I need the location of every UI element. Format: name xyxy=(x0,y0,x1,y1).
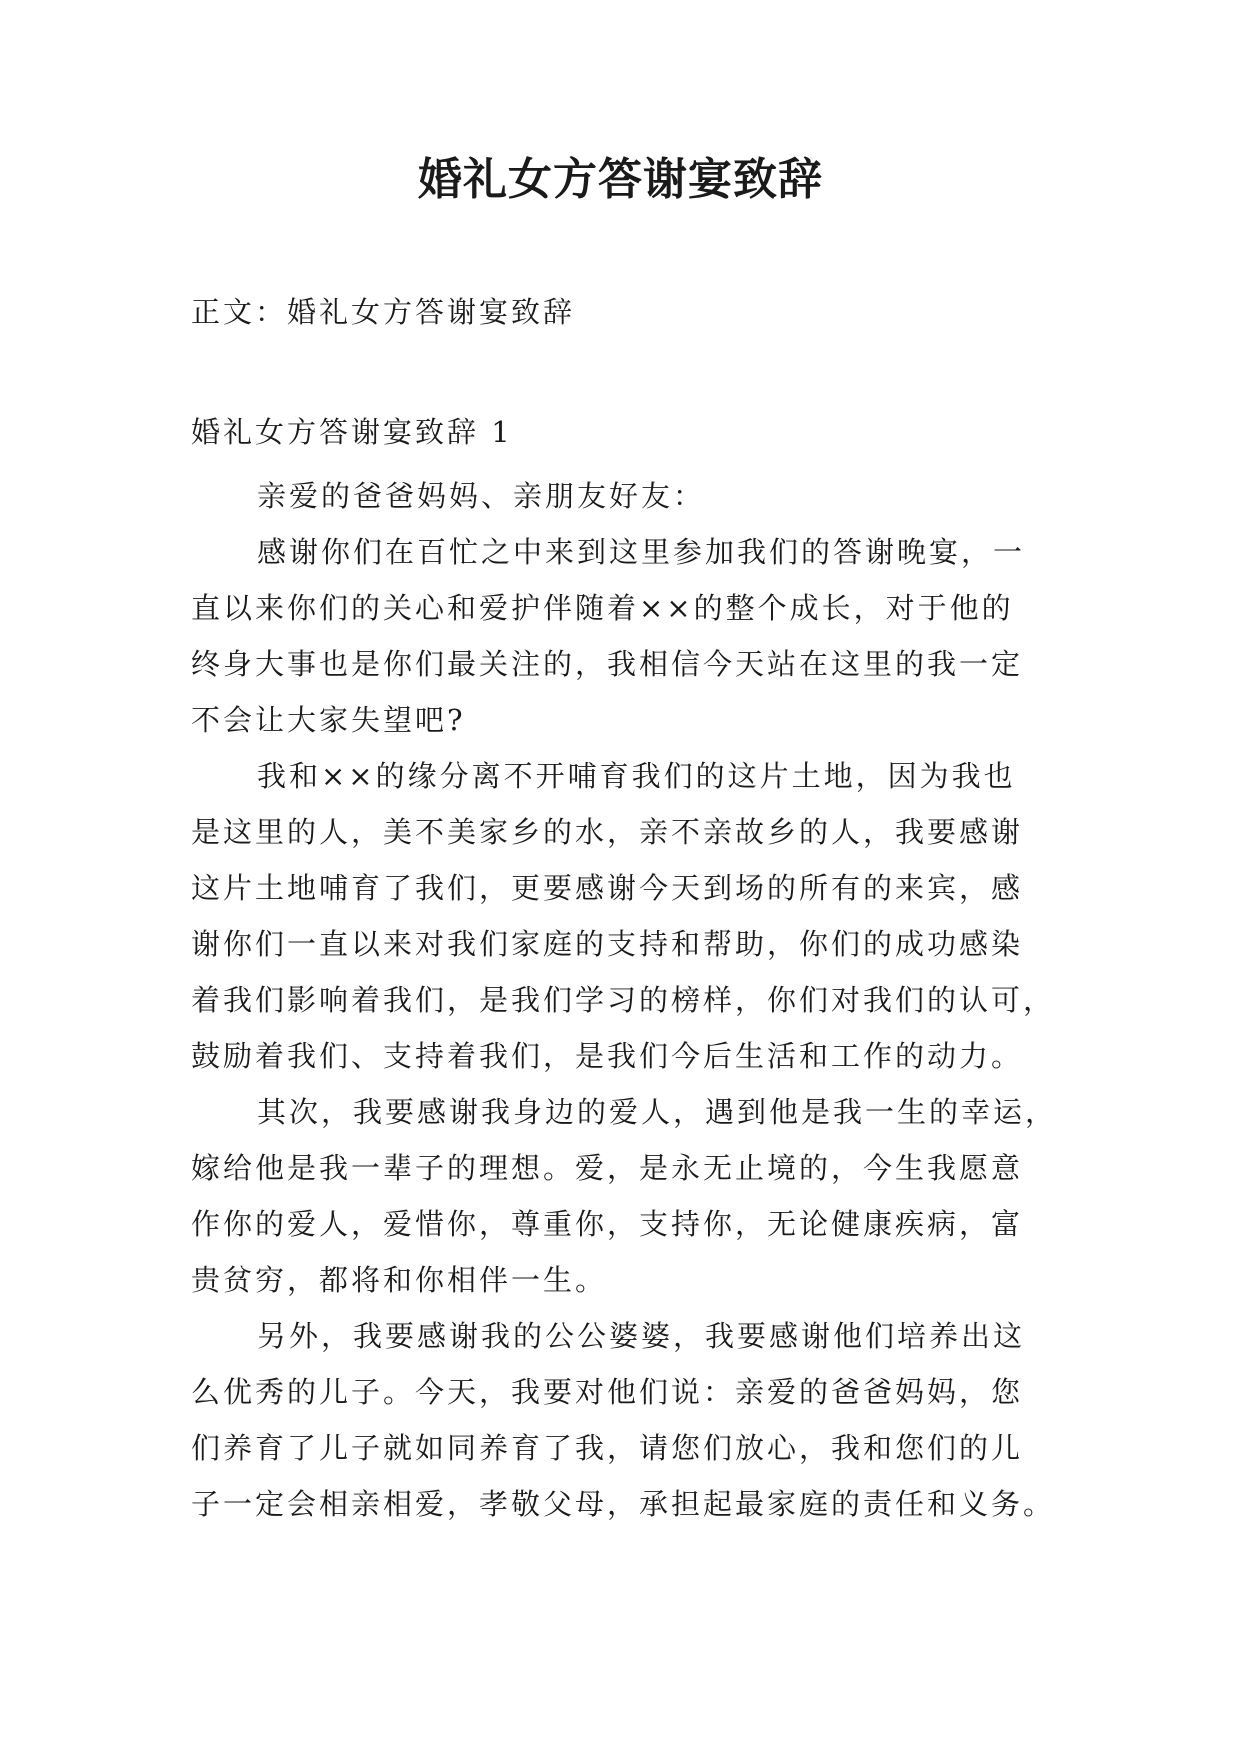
text-line: 另外，我要感谢我的公公婆婆，我要感谢他们培养出这 xyxy=(257,1319,1026,1353)
text-line: 直以来你们的关心和爱护伴随着××的整个成长，对于他的 xyxy=(191,591,1014,625)
text-line: 我和××的缘分离不开哺育我们的这片土地，因为我也 xyxy=(257,759,1016,793)
paragraph-thanks-guests xyxy=(191,524,1071,748)
paragraph-greeting xyxy=(191,468,1071,524)
text-line: 其次，我要感谢我身边的爱人，遇到他是我一生的幸运， xyxy=(257,1095,1058,1129)
text-line: 谢你们一直以来对我们家庭的支持和帮助，你们的成功感染 xyxy=(191,927,1024,961)
text-line: 着我们影响着我们，是我们学习的榜样，你们对我们的认可， xyxy=(191,983,1056,1017)
text-line: 贵贫穷，都将和你相伴一生。 xyxy=(191,1263,608,1297)
text-line: 不会让大家失望吧? xyxy=(191,703,466,737)
text-line: 感谢你们在百忙之中来到这里参加我们的答谢晚宴，一 xyxy=(257,535,1026,569)
document-body xyxy=(191,468,1071,1532)
text-line: 嫁给他是我一辈子的理想。爱，是永无止境的，今生我愿意 xyxy=(191,1151,1024,1185)
paragraph-thanks-spouse xyxy=(191,1084,1071,1308)
text-line: 是这里的人，美不美家乡的水，亲不亲故乡的人，我要感谢 xyxy=(191,815,1024,849)
body-label: 正文：婚礼女方答谢宴致辞 xyxy=(191,295,576,329)
text-line: 子一定会相亲相爱，孝敬父母，承担起最家庭的责任和义务。 xyxy=(191,1487,1056,1521)
text-line: 亲爱的爸爸妈妈、亲朋友好友： xyxy=(257,479,706,513)
text-line: 这片土地哺育了我们，更要感谢今天到场的所有的来宾，感 xyxy=(191,871,1024,905)
paragraph-thanks-in-laws xyxy=(191,1308,1071,1532)
section-heading: 婚礼女方答谢宴致辞 1 xyxy=(191,415,513,449)
text-line: 作你的爱人，爱惜你，尊重你，支持你，无论健康疾病，富 xyxy=(191,1207,1024,1241)
text-line: 鼓励着我们、支持着我们，是我们今后生活和工作的动力。 xyxy=(191,1039,1024,1073)
text-line: 么优秀的儿子。今天，我要对他们说：亲爱的爸爸妈妈，您 xyxy=(191,1375,1024,1409)
text-line: 终身大事也是你们最关注的，我相信今天站在这里的我一定 xyxy=(191,647,1024,681)
paragraph-thanks-hometown xyxy=(191,748,1071,1084)
document-title: 婚礼女方答谢宴致辞 xyxy=(418,154,823,205)
text-line: 们养育了儿子就如同养育了我，请您们放心，我和您们的儿 xyxy=(191,1431,1024,1465)
